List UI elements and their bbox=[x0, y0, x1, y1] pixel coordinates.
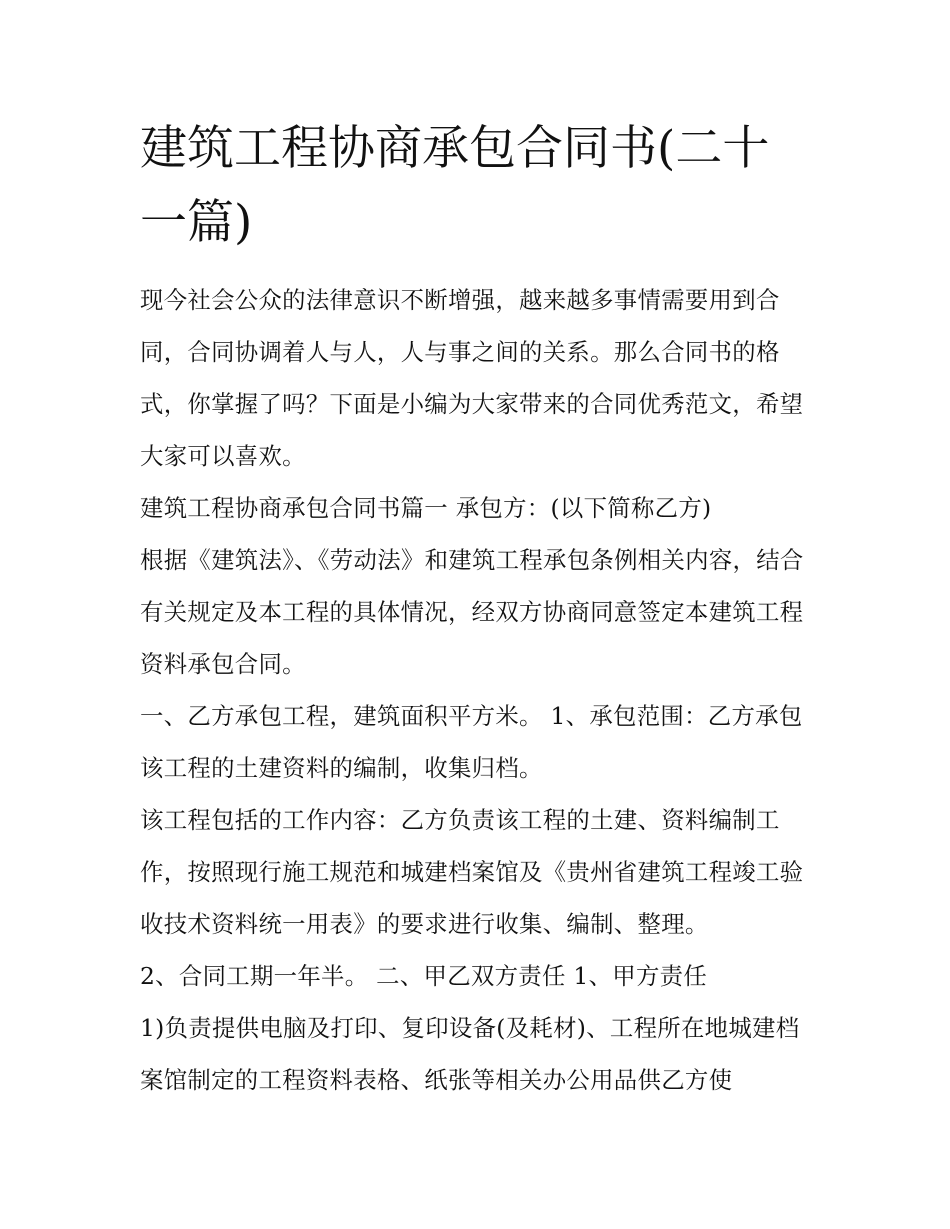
paragraph-work-content: 该工程包括的工作内容：乙方负责该工程的土建、资料编制工作，按照现行施工规范和城建档案馆及《贵州省建筑工程竣工验收技术资料统一用表》的要求进行收集、编制、整理。 bbox=[140, 806, 804, 938]
paragraph-intro: 现今社会公众的法律意识不断增强，越来越多事情需要用到合同，合同协调着人与人，人与事之间的关系。那么合同书的格式，你掌握了吗？下面是小编为大家带来的合同优秀范文，希望大家可以喜欢。 bbox=[140, 286, 804, 470]
paragraph-scope: 一、乙方承包工程，建筑面积平方米。 1、承包范围：乙方承包该工程的土建资料的编制，收集归档。 bbox=[140, 702, 803, 782]
paragraph-duration: 2、合同工期一年半。 二、甲乙双方责任 1、甲方责任 bbox=[140, 962, 708, 990]
paragraph-basis: 根据《建筑法》、《劳动法》和建筑工程承包条例相关内容，结合有关规定及本工程的具体情况，经双方协商同意签定本建筑工程资料承包合同。 bbox=[140, 546, 804, 678]
document-title: 建筑工程协商承包合同书(二十一篇) bbox=[140, 121, 770, 250]
document-content bbox=[140, 112, 815, 1106]
paragraph-section-heading: 建筑工程协商承包合同书篇一 承包方：(以下简称乙方) bbox=[140, 494, 712, 522]
paragraph-party-a-duty: 1)负责提供电脑及打印、复印设备(及耗材)、工程所在地城建档案馆制定的工程资料表格、纸张等相关办公用品供乙方使 bbox=[140, 1014, 800, 1094]
